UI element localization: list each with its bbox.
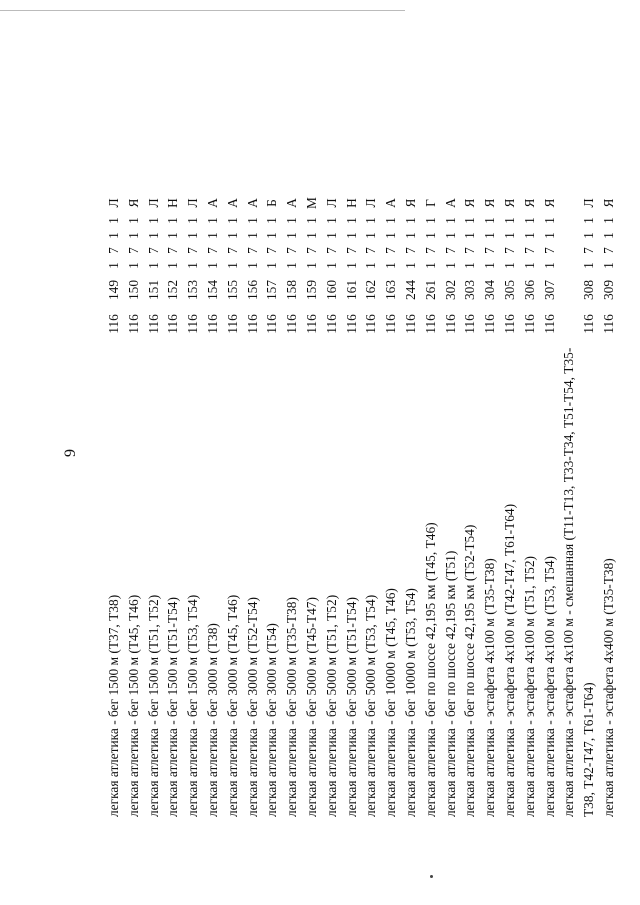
- discipline-line: легкая атлетика - бег 1500 м (Т37, Т38): [106, 594, 121, 817]
- table-row: [381, 17, 401, 817]
- code-cell: 244: [402, 279, 418, 301]
- code-cell: 1: [541, 232, 557, 239]
- table-row: [559, 17, 599, 817]
- discipline-name: [599, 341, 619, 817]
- discipline-line-continued: Т38, Т42-Т47, Т61-Т64): [581, 682, 597, 817]
- code-cell: 7: [165, 247, 181, 254]
- code-group: [540, 193, 560, 341]
- table-row: [302, 17, 322, 817]
- code-group: [401, 193, 421, 341]
- discipline-line: легкая атлетика - бег 10000 м (Т45, Т46): [383, 588, 399, 817]
- code-cell: 1: [165, 232, 181, 239]
- discipline-line: легкая атлетика - эстафета 4х100 м (Т35-Т38): [482, 558, 498, 817]
- code-cell: 304: [482, 279, 498, 301]
- code-cell: 1: [224, 232, 240, 239]
- table-row: [124, 17, 144, 817]
- code-cell: 1: [581, 232, 597, 239]
- code-cell: 1: [284, 232, 300, 239]
- discipline-name: [262, 341, 282, 817]
- code-cell: 1: [422, 262, 438, 269]
- code-cell: 116: [125, 314, 141, 334]
- table-row: [599, 17, 619, 817]
- discipline-name: [124, 341, 144, 817]
- code-group: [223, 193, 243, 341]
- code-group: [520, 193, 540, 341]
- code-cell: Я: [462, 198, 478, 208]
- code-cell: 116: [185, 314, 201, 334]
- discipline-line: легкая атлетика - бег 10000 м (Т53, Т54): [402, 588, 418, 817]
- code-cell: 1: [501, 217, 517, 224]
- code-cell: 1: [323, 217, 339, 224]
- code-cell: 1: [185, 217, 201, 224]
- discipline-name: [302, 341, 322, 817]
- code-cell: 116: [422, 314, 438, 334]
- code-cell: 7: [343, 247, 359, 254]
- code-cell: 1: [343, 217, 359, 224]
- table-row: [163, 17, 183, 817]
- code-cell: 7: [303, 247, 319, 254]
- code-group: [183, 193, 203, 341]
- table-row: [460, 17, 480, 817]
- table-row: [480, 17, 500, 817]
- code-cell: 116: [165, 314, 181, 334]
- code-group: [500, 193, 520, 341]
- code-cell: 1: [165, 217, 181, 224]
- code-cell: 1: [204, 217, 220, 224]
- code-cell: 1: [383, 217, 399, 224]
- code-cell: 7: [462, 247, 478, 254]
- discipline-line: легкая атлетика - эстафета 4х400 м (Т35-Т38): [600, 558, 616, 817]
- code-cell: А: [224, 198, 240, 208]
- code-cell: 1: [363, 262, 379, 269]
- code-cell: 161: [343, 279, 359, 301]
- code-cell: 7: [521, 247, 537, 254]
- code-cell: 7: [442, 247, 458, 254]
- code-cell: 1: [383, 232, 399, 239]
- code-cell: 1: [125, 217, 141, 224]
- code-cell: 308: [581, 279, 597, 301]
- code-group: [322, 193, 342, 341]
- code-group: [441, 193, 461, 341]
- code-group: [381, 193, 401, 341]
- table-row: [500, 17, 520, 817]
- table-row: [421, 17, 441, 817]
- code-cell: 1: [521, 232, 537, 239]
- code-cell: 1: [343, 232, 359, 239]
- code-cell: 1: [600, 262, 616, 269]
- code-group: [361, 193, 381, 341]
- discipline-line: легкая атлетика - бег по шоссе 42,195 км (Т45, Т46): [422, 522, 438, 817]
- code-cell: Л: [185, 198, 201, 208]
- code-cell: 1: [125, 232, 141, 239]
- code-cell: 116: [501, 314, 517, 334]
- discipline-line: легкая атлетика - бег 5000 м (Т35-Т38): [284, 597, 300, 817]
- page-number: 9: [62, 449, 79, 457]
- code-cell: 152: [165, 279, 181, 301]
- code-cell: 116: [343, 314, 359, 334]
- code-cell: 7: [482, 247, 498, 254]
- code-cell: 302: [442, 279, 458, 301]
- code-cell: 116: [106, 314, 121, 334]
- code-cell: Я: [541, 198, 557, 208]
- code-cell: Я: [125, 198, 141, 208]
- table-row: [203, 17, 223, 817]
- code-cell: 1: [323, 232, 339, 239]
- code-cell: 7: [204, 247, 220, 254]
- table-row: [262, 17, 282, 817]
- table-row: [243, 17, 263, 817]
- code-cell: 1: [244, 232, 260, 239]
- code-cell: 1: [204, 262, 220, 269]
- code-cell: 1: [521, 262, 537, 269]
- code-cell: 153: [185, 279, 201, 301]
- discipline-name: [243, 341, 263, 817]
- code-group: [342, 193, 362, 341]
- discipline-line: легкая атлетика - эстафета 4х100 м - смешанная (Т11-Т13, Т33-Т34, Т51-Т54, Т35-: [561, 347, 577, 817]
- code-group: [302, 193, 322, 341]
- code-cell: 7: [185, 247, 201, 254]
- code-cell: 7: [581, 247, 597, 254]
- discipline-line: легкая атлетика - бег 1500 м (Т45, Т46): [125, 594, 141, 817]
- code-cell: 1: [363, 217, 379, 224]
- sports-table: [104, 17, 619, 817]
- code-cell: 1: [185, 262, 201, 269]
- table-row: [520, 17, 540, 817]
- code-cell: 7: [422, 247, 438, 254]
- code-cell: 1: [145, 262, 161, 269]
- discipline-line: легкая атлетика - бег 1500 м (Т53, Т54): [185, 594, 201, 817]
- code-cell: 7: [541, 247, 557, 254]
- code-group: [243, 193, 263, 341]
- discipline-name: [421, 341, 441, 817]
- discipline-name: [163, 341, 183, 817]
- code-cell: Н: [343, 198, 359, 208]
- code-cell: 116: [284, 314, 300, 334]
- code-cell: 1: [482, 232, 498, 239]
- discipline-name: [381, 341, 401, 817]
- code-cell: 7: [106, 247, 121, 254]
- code-cell: 160: [323, 279, 339, 301]
- code-cell: 116: [204, 314, 220, 334]
- code-cell: 1: [402, 232, 418, 239]
- code-cell: 1: [383, 262, 399, 269]
- discipline-name: [540, 341, 560, 817]
- discipline-name: [361, 341, 381, 817]
- discipline-name: [441, 341, 461, 817]
- code-cell: 116: [462, 314, 478, 334]
- code-cell: Л: [363, 198, 379, 208]
- code-cell: 1: [600, 232, 616, 239]
- code-cell: 116: [521, 314, 537, 334]
- code-cell: 116: [224, 314, 240, 334]
- code-cell: 1: [442, 232, 458, 239]
- discipline-line: легкая атлетика - бег 3000 м (Т38): [204, 623, 220, 817]
- code-group: [282, 193, 302, 341]
- code-cell: 7: [383, 247, 399, 254]
- code-cell: 116: [402, 314, 418, 334]
- code-cell: 261: [422, 279, 438, 301]
- discipline-line: легкая атлетика - бег 5000 м (Т53, Т54): [363, 594, 379, 817]
- code-cell: 116: [145, 314, 161, 334]
- code-cell: Б: [264, 199, 280, 207]
- code-cell: А: [442, 198, 458, 208]
- code-cell: 1: [244, 262, 260, 269]
- code-cell: 1: [264, 232, 280, 239]
- discipline-name: [401, 341, 421, 817]
- code-cell: 1: [165, 262, 181, 269]
- code-cell: 1: [442, 217, 458, 224]
- discipline-name: [183, 341, 203, 817]
- code-group: [144, 193, 164, 341]
- code-cell: Я: [501, 198, 517, 208]
- discipline-line: легкая атлетика - бег 5000 м (Т51-Т54): [343, 597, 359, 817]
- code-cell: 116: [383, 314, 399, 334]
- code-cell: 162: [363, 279, 379, 301]
- code-cell: 149: [106, 279, 121, 301]
- code-group: [104, 193, 124, 341]
- code-cell: 1: [581, 262, 597, 269]
- code-cell: 158: [284, 279, 300, 301]
- code-cell: 1: [541, 217, 557, 224]
- table-row: [282, 17, 302, 817]
- code-cell: 116: [482, 314, 498, 334]
- code-cell: 1: [303, 262, 319, 269]
- table-row: [183, 17, 203, 817]
- code-cell: 116: [541, 314, 557, 334]
- code-cell: 1: [145, 217, 161, 224]
- code-cell: 1: [600, 217, 616, 224]
- discipline-name: [460, 341, 480, 817]
- code-cell: Я: [600, 198, 616, 208]
- code-cell: 1: [422, 217, 438, 224]
- code-cell: 305: [501, 279, 517, 301]
- table-row: [144, 17, 164, 817]
- code-cell: 7: [244, 247, 260, 254]
- code-cell: А: [284, 198, 300, 208]
- table-row: [223, 17, 243, 817]
- code-cell: 159: [303, 279, 319, 301]
- code-cell: 309: [600, 279, 616, 301]
- code-group: [203, 193, 223, 341]
- discipline-name: [223, 341, 243, 817]
- code-cell: 1: [264, 217, 280, 224]
- code-cell: 1: [106, 232, 121, 239]
- code-cell: Я: [521, 198, 537, 208]
- code-group: [480, 193, 500, 341]
- code-cell: Я: [402, 198, 418, 208]
- discipline-line: легкая атлетика - эстафета 4х100 м (Т51, Т52): [521, 555, 537, 817]
- discipline-line: легкая атлетика - бег по шоссе 42,195 км (Т51): [442, 550, 458, 817]
- code-cell: 306: [521, 279, 537, 301]
- code-cell: 1: [482, 217, 498, 224]
- code-cell: 7: [284, 247, 300, 254]
- code-cell: 116: [363, 314, 379, 334]
- code-cell: 116: [581, 314, 597, 334]
- discipline-name: [342, 341, 362, 817]
- code-cell: Н: [165, 198, 181, 208]
- code-cell: 1: [462, 232, 478, 239]
- table-row: [441, 17, 461, 817]
- discipline-name: [282, 341, 302, 817]
- code-cell: 1: [284, 217, 300, 224]
- discipline-line: легкая атлетика - бег 3000 м (Т45, Т46): [224, 594, 240, 817]
- code-cell: 7: [264, 247, 280, 254]
- code-group: [262, 193, 282, 341]
- code-cell: 7: [363, 247, 379, 254]
- code-cell: 1: [462, 217, 478, 224]
- code-group: [579, 193, 599, 341]
- discipline-name: [144, 341, 164, 817]
- code-cell: Л: [106, 198, 121, 208]
- code-cell: 1: [244, 217, 260, 224]
- discipline-line: легкая атлетика - бег 5000 м (Т45-Т47): [303, 597, 319, 817]
- code-cell: А: [204, 198, 220, 208]
- code-cell: 1: [501, 232, 517, 239]
- discipline-line: легкая атлетика - бег 5000 м (Т51, Т52): [323, 594, 339, 817]
- code-cell: 1: [303, 217, 319, 224]
- code-cell: 1: [541, 262, 557, 269]
- table-row: [104, 17, 124, 817]
- table-row: [401, 17, 421, 817]
- code-cell: 1: [482, 262, 498, 269]
- code-cell: 155: [224, 279, 240, 301]
- code-cell: 1: [422, 232, 438, 239]
- code-cell: 7: [323, 247, 339, 254]
- code-cell: 1: [185, 232, 201, 239]
- code-cell: 1: [442, 262, 458, 269]
- table-row: [322, 17, 342, 817]
- discipline-line: легкая атлетика - эстафета 4х100 м (Т42-Т47, Т61-Т64): [501, 503, 517, 817]
- discipline-line: легкая атлетика - бег 1500 м (Т51-Т54): [165, 597, 181, 817]
- code-cell: 1: [204, 232, 220, 239]
- code-cell: 307: [541, 279, 557, 301]
- code-cell: Л: [323, 198, 339, 208]
- code-cell: 1: [521, 217, 537, 224]
- code-cell: 163: [383, 279, 399, 301]
- code-cell: 116: [303, 314, 319, 334]
- code-cell: 116: [600, 314, 616, 334]
- code-cell: 1: [581, 217, 597, 224]
- code-cell: 1: [284, 262, 300, 269]
- code-cell: Л: [581, 198, 597, 208]
- code-cell: 1: [106, 262, 121, 269]
- discipline-name: [203, 341, 223, 817]
- code-cell: 1: [501, 262, 517, 269]
- code-cell: 1: [402, 217, 418, 224]
- code-group: [421, 193, 441, 341]
- code-cell: Л: [145, 198, 161, 208]
- code-cell: 1: [224, 262, 240, 269]
- code-cell: 7: [145, 247, 161, 254]
- code-cell: 7: [125, 247, 141, 254]
- code-group: [124, 193, 144, 341]
- code-cell: 157: [264, 279, 280, 301]
- discipline-name: [480, 341, 500, 817]
- discipline-name: [104, 341, 124, 817]
- discipline-name: [322, 341, 342, 817]
- code-cell: 1: [224, 217, 240, 224]
- table-row: [361, 17, 381, 817]
- code-cell: 116: [323, 314, 339, 334]
- code-cell: М: [303, 197, 319, 209]
- code-cell: 7: [224, 247, 240, 254]
- code-cell: 1: [323, 262, 339, 269]
- code-cell: Я: [482, 198, 498, 208]
- code-cell: 116: [244, 314, 260, 334]
- discipline-name: [520, 341, 540, 817]
- code-cell: 1: [402, 262, 418, 269]
- discipline-line: легкая атлетика - бег 1500 м (Т51, Т52): [145, 594, 161, 817]
- code-cell: А: [383, 198, 399, 208]
- code-cell: 116: [264, 314, 280, 334]
- table-row: [540, 17, 560, 817]
- code-cell: 154: [204, 279, 220, 301]
- code-cell: 1: [303, 232, 319, 239]
- code-cell: 151: [145, 279, 161, 301]
- code-cell: 1: [106, 217, 121, 224]
- code-cell: 1: [363, 232, 379, 239]
- code-group: [460, 193, 480, 341]
- discipline-line: легкая атлетика - бег 3000 м (Т52-Т54): [244, 597, 260, 817]
- code-cell: 1: [462, 262, 478, 269]
- code-cell: 150: [125, 279, 141, 301]
- code-cell: 1: [264, 262, 280, 269]
- code-cell: 156: [244, 279, 260, 301]
- discipline-name: [500, 341, 520, 817]
- code-group: [599, 193, 619, 341]
- discipline-line: легкая атлетика - бег по шоссе 42,195 км (Т52-Т54): [462, 524, 478, 817]
- code-cell: 7: [402, 247, 418, 254]
- code-cell: 7: [501, 247, 517, 254]
- discipline-line: легкая атлетика - эстафета 4х100 м (Т53, Т54): [541, 555, 557, 817]
- code-cell: 1: [145, 232, 161, 239]
- code-group: [163, 193, 183, 341]
- code-cell: 1: [125, 262, 141, 269]
- code-cell: Г: [422, 199, 438, 207]
- code-cell: А: [244, 198, 260, 208]
- code-cell: 7: [600, 247, 616, 254]
- discipline-name: [559, 341, 599, 817]
- code-cell: 116: [442, 314, 458, 334]
- discipline-line: легкая атлетика - бег 3000 м (Т54): [264, 623, 280, 817]
- table-row: [342, 17, 362, 817]
- code-cell: 1: [343, 262, 359, 269]
- code-cell: 303: [462, 279, 478, 301]
